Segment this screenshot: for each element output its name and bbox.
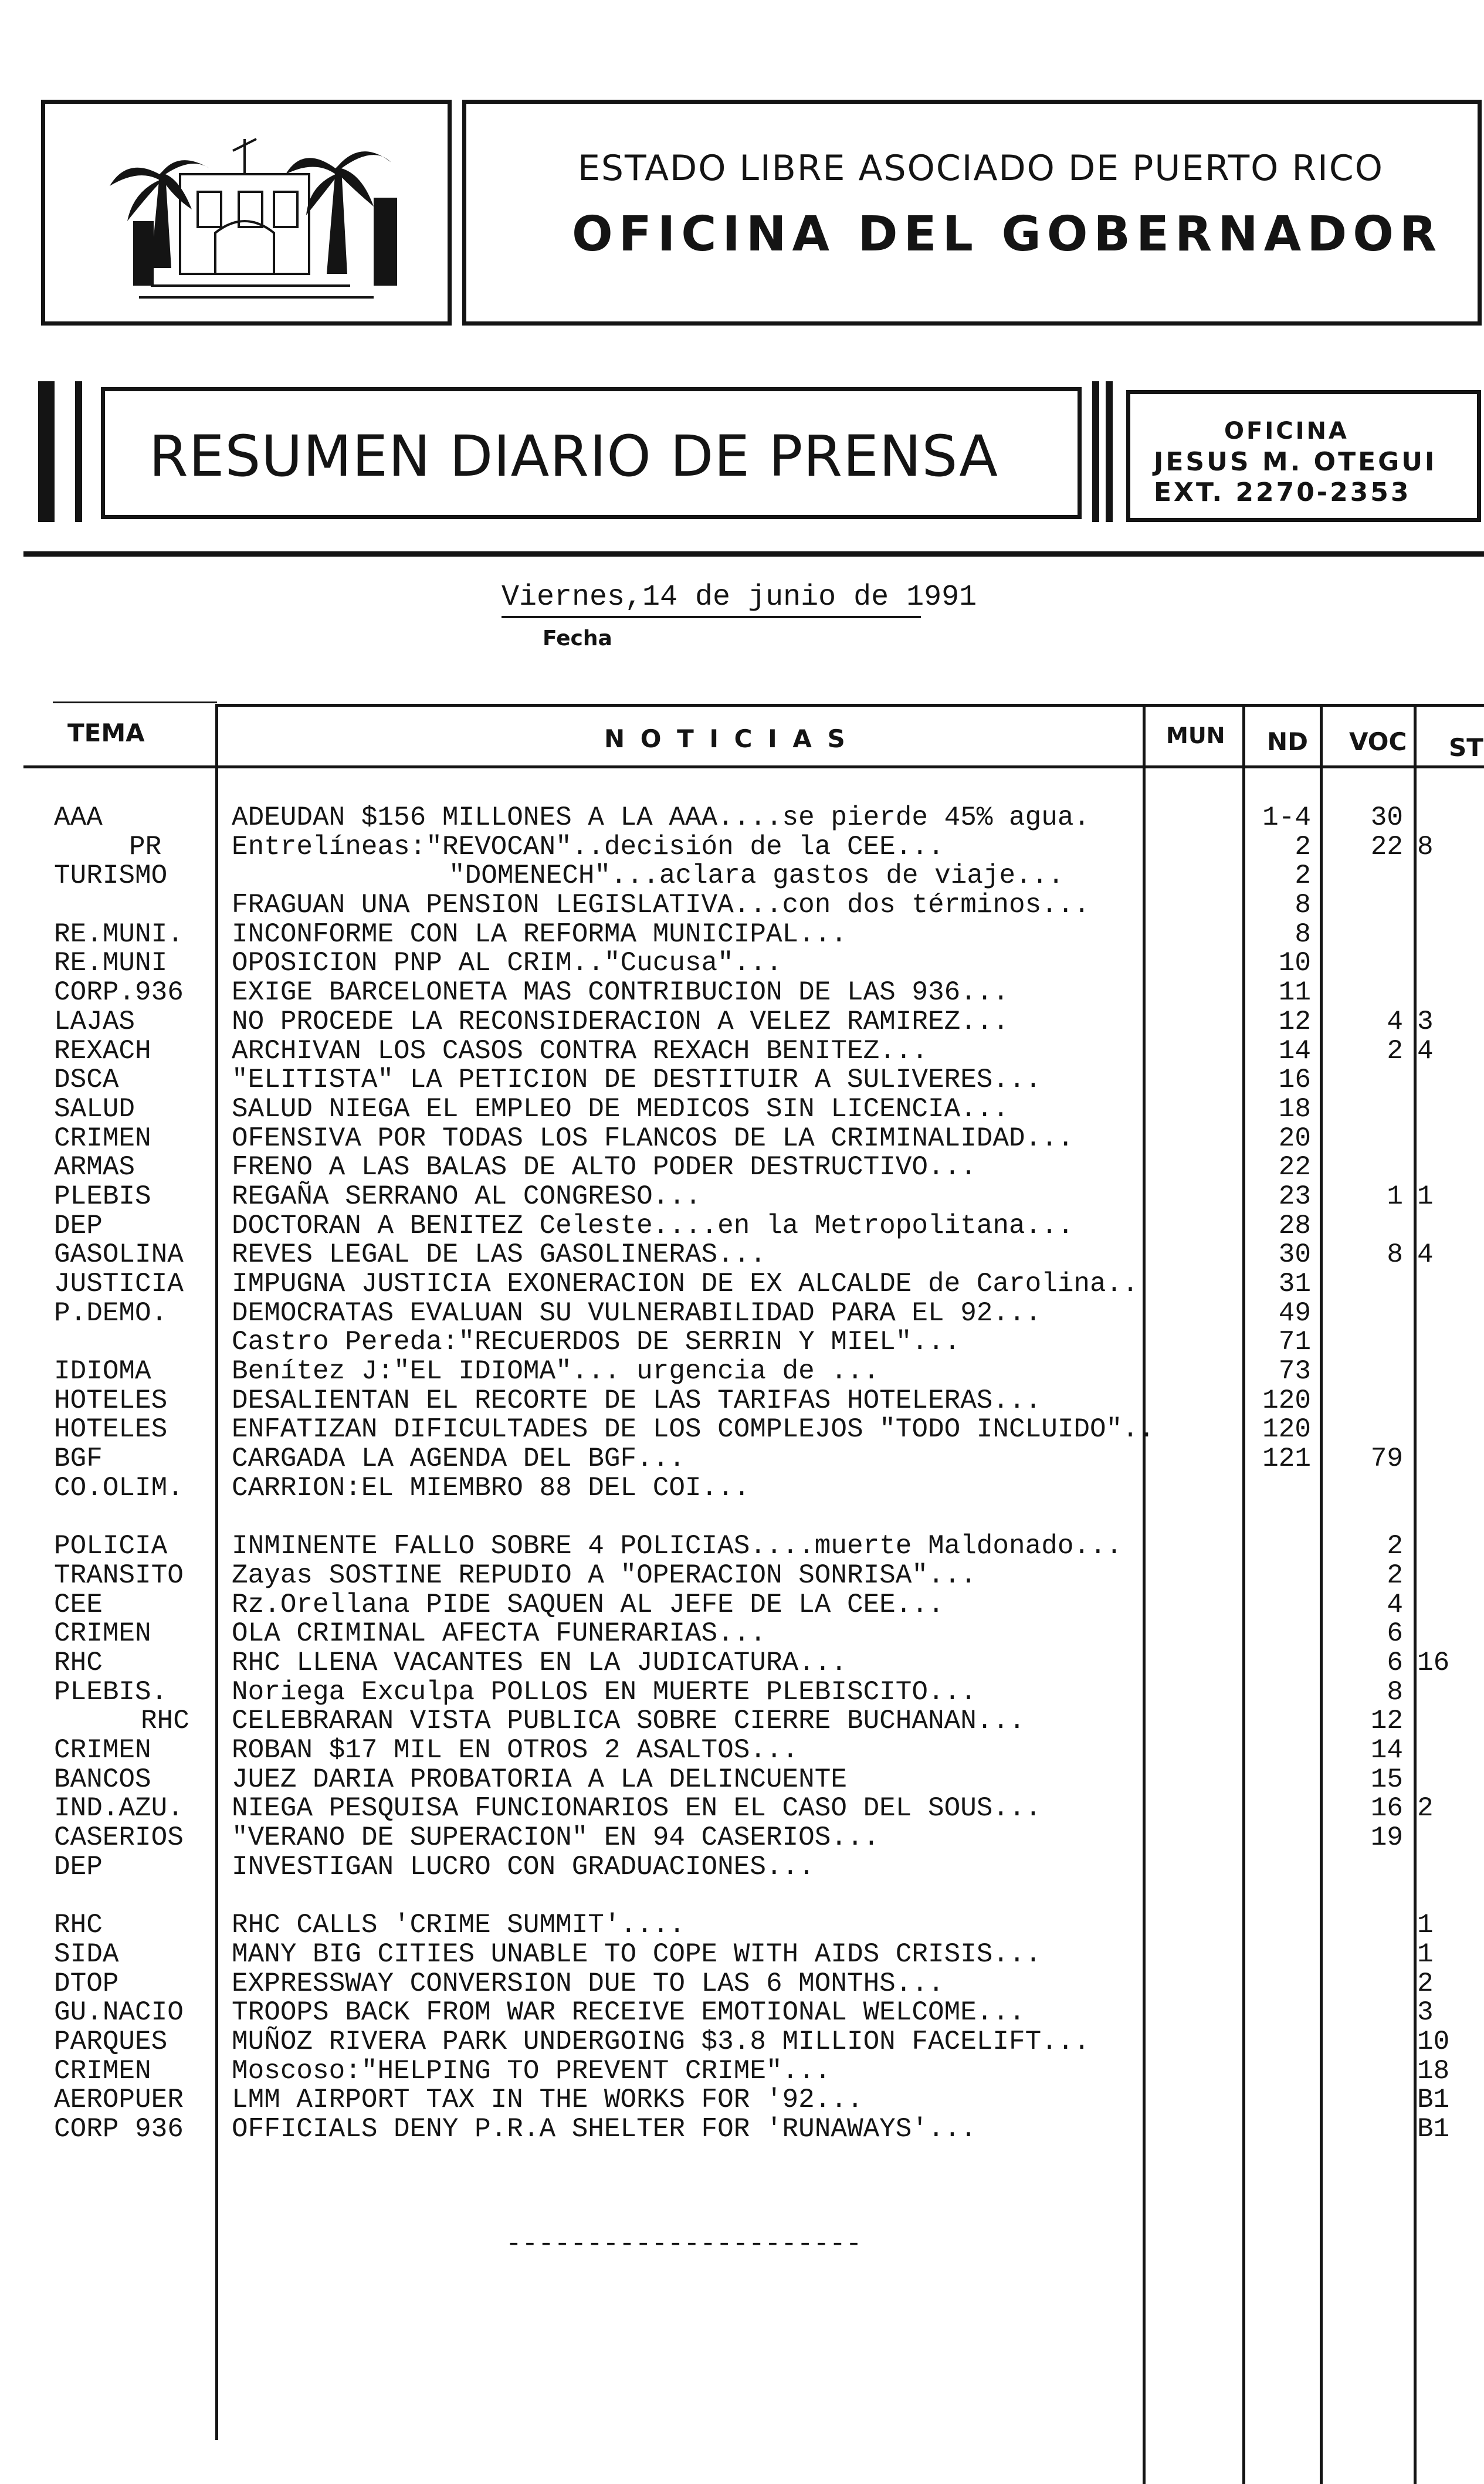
tema-cell: PARQUES <box>54 2026 168 2057</box>
nd-cell: 1-4 <box>1262 802 1311 833</box>
tema-cell: RE.MUNI. <box>54 919 184 950</box>
tema-cell: POLICIA <box>54 1531 168 1562</box>
table-row <box>0 1824 1484 1853</box>
table-row <box>0 891 1484 920</box>
tema-cell: P.DEMO. <box>54 1297 168 1329</box>
voc-cell: 2 <box>1387 1035 1403 1066</box>
tema-cell: CO.OLIM. <box>54 1472 184 1503</box>
tema-cell: DEP <box>54 1851 103 1882</box>
tema-cell: PR <box>129 831 162 862</box>
news-cell: Castro Pereda:"RECUERDOS DE SERRIN Y MIEL"... <box>232 1327 961 1358</box>
news-cell: Moscoso:"HELPING TO PREVENT CRIME"... <box>232 2055 831 2086</box>
table-row <box>0 2057 1484 2086</box>
tema-cell: AEROPUER <box>54 2085 184 2116</box>
nd-cell: 120 <box>1262 1385 1311 1416</box>
office-box <box>1126 390 1481 522</box>
nd-cell: 10 <box>1278 948 1311 979</box>
table-row <box>0 1328 1484 1357</box>
news-cell: ARCHIVAN LOS CASOS CONTRA REXACH BENITEZ... <box>232 1035 928 1066</box>
news-cell: CARGADA LA AGENDA DEL BGF... <box>232 1443 685 1475</box>
st-cell: 18 <box>1417 2055 1450 2086</box>
col-mun: MUN <box>1166 723 1225 748</box>
voc-cell: 19 <box>1370 1822 1403 1853</box>
header-line1: ESTADO LIBRE ASOCIADO DE PUERTO RICO <box>578 148 1384 189</box>
nd-cell: 8 <box>1295 890 1311 921</box>
col-nd: ND <box>1267 727 1309 756</box>
tema-cell: DSCA <box>54 1065 119 1096</box>
table-row <box>0 1008 1484 1037</box>
news-cell: INVESTIGAN LUCRO CON GRADUACIONES... <box>232 1851 815 1882</box>
news-cell: "VERANO DE SUPERACION" EN 94 CASERIOS... <box>232 1822 880 1853</box>
news-cell: NO PROCEDE LA RECONSIDERACION A VELEZ RAMIREZ... <box>232 1006 1009 1037</box>
tema-cell: CRIMEN <box>54 1735 151 1765</box>
st-cell: 4 <box>1417 1239 1434 1270</box>
left-double-bar <box>38 381 55 522</box>
tema-cell: RE.MUNI <box>54 948 168 979</box>
voc-cell: 16 <box>1370 1793 1403 1824</box>
news-cell: ENFATIZAN DIFICULTADES DE LOS COMPLEJOS "TODO INCLUIDO".. <box>232 1414 1155 1445</box>
table-row <box>0 2115 1484 2144</box>
right-double-bar <box>1092 381 1099 522</box>
table-row <box>0 804 1484 833</box>
table-row <box>0 1794 1484 1824</box>
news-cell: REGAÑA SERRANO AL CONGRESO... <box>232 1181 702 1212</box>
table-row <box>0 1474 1484 1503</box>
st-cell: 1 <box>1417 1939 1434 1970</box>
tema-cell: CEE <box>54 1589 103 1620</box>
voc-cell: 2 <box>1387 1560 1403 1591</box>
news-cell: OPOSICION PNP AL CRIM.."Cucusa"... <box>232 948 782 979</box>
news-cell: FRAGUAN UNA PENSION LEGISLATIVA...con dos términos... <box>232 890 1090 921</box>
voc-cell: 15 <box>1370 1764 1403 1795</box>
news-cell: OFFICIALS DENY P.R.A SHELTER FOR 'RUNAWAYS'... <box>232 2113 977 2144</box>
col-voc: VOC <box>1349 727 1407 756</box>
nd-cell: 18 <box>1278 1093 1311 1124</box>
table-row <box>0 1299 1484 1329</box>
nd-cell: 14 <box>1278 1035 1311 1066</box>
tema-cell: HOTELES <box>54 1385 168 1416</box>
tema-cell: CRIMEN <box>54 1123 151 1154</box>
table-row <box>0 1153 1484 1182</box>
st-cell: 8 <box>1417 831 1434 862</box>
nd-cell: 8 <box>1295 919 1311 950</box>
news-cell: INCONFORME CON LA REFORMA MUNICIPAL... <box>232 919 847 950</box>
nd-cell: 49 <box>1278 1297 1311 1329</box>
table-row <box>0 1387 1484 1416</box>
voc-cell: 79 <box>1370 1443 1403 1475</box>
news-cell: DEMOCRATAS EVALUAN SU VULNERABILIDAD PARA EL 92... <box>232 1297 1042 1329</box>
tema-cell: ARMAS <box>54 1152 135 1183</box>
voc-cell: 1 <box>1387 1181 1403 1212</box>
news-cell: Noriega Exculpa POLLOS EN MUERTE PLEBISCITO... <box>232 1676 977 1707</box>
tema-cell: HOTELES <box>54 1414 168 1445</box>
nd-cell: 16 <box>1278 1065 1311 1096</box>
voc-cell: 2 <box>1387 1531 1403 1562</box>
table-row <box>0 2028 1484 2057</box>
table-row <box>0 1707 1484 1736</box>
news-cell: OFENSIVA POR TODAS LOS FLANCOS DE LA CRIMINALIDAD... <box>232 1123 1074 1154</box>
tema-cell: AAA <box>54 802 103 833</box>
st-cell: B1 <box>1417 2113 1450 2144</box>
voc-cell: 14 <box>1370 1735 1403 1765</box>
tema-cell: RHC <box>54 1647 103 1678</box>
voc-cell: 30 <box>1370 802 1403 833</box>
table-row <box>0 1445 1484 1474</box>
right-double-bar-thick <box>1106 381 1113 522</box>
table-row <box>0 1241 1484 1270</box>
tema-cell: IND.AZU. <box>54 1793 184 1824</box>
tema-cell: DEP <box>54 1210 103 1241</box>
tema-cell: GASOLINA <box>54 1239 184 1270</box>
table-row <box>0 1970 1484 1999</box>
table-row <box>0 1182 1484 1212</box>
st-cell: 2 <box>1417 1968 1434 1999</box>
tema-cell: RHC <box>54 1910 103 1941</box>
table-row <box>0 1095 1484 1124</box>
title-box <box>462 100 1482 326</box>
tema-cell: TURISMO <box>54 860 168 892</box>
nd-cell: 22 <box>1278 1152 1311 1183</box>
news-cell: Zayas SOSTINE REPUDIO A "OPERACION SONRISA"... <box>232 1560 977 1591</box>
table-row <box>0 978 1484 1008</box>
table-top-rule <box>217 704 1484 707</box>
table-row <box>0 1037 1484 1066</box>
news-cell: SALUD NIEGA EL EMPLEO DE MEDICOS SIN LICENCIA... <box>232 1093 1009 1124</box>
tema-cell: PLEBIS. <box>54 1676 168 1707</box>
table-row <box>0 1212 1484 1241</box>
news-cell: Rz.Orellana PIDE SAQUEN AL JEFE DE LA CEE... <box>232 1589 944 1620</box>
publication-title: RESUMEN DIARIO DE PRENSA <box>149 423 998 489</box>
office-label: OFICINA <box>1224 418 1349 445</box>
tema-cell: SALUD <box>54 1093 135 1124</box>
news-cell: "DOMENECH"...aclara gastos de viaje... <box>449 860 1064 892</box>
st-cell: B1 <box>1417 2085 1450 2116</box>
news-cell: CELEBRARAN VISTA PUBLICA SOBRE CIERRE BUCHANAN... <box>232 1706 1025 1737</box>
voc-cell: 12 <box>1370 1706 1403 1737</box>
table-row <box>0 2086 1484 2115</box>
tema-cell: BANCOS <box>54 1764 151 1795</box>
voc-cell: 4 <box>1387 1006 1403 1037</box>
news-table <box>0 804 1484 2144</box>
nd-cell: 120 <box>1262 1414 1311 1445</box>
nd-cell: 20 <box>1278 1123 1311 1154</box>
news-cell: MUÑOZ RIVERA PARK UNDERGOING $3.8 MILLION FACELIFT... <box>232 2026 1090 2057</box>
tema-cell: JUSTICIA <box>54 1269 184 1299</box>
date-label: Fecha <box>543 626 612 650</box>
table-row <box>0 1649 1484 1678</box>
tema-cell: TRANSITO <box>54 1560 184 1591</box>
nd-cell: 2 <box>1295 860 1311 892</box>
st-cell: 3 <box>1417 1997 1434 2028</box>
table-row <box>0 1853 1484 1882</box>
nd-cell: 30 <box>1278 1239 1311 1270</box>
st-cell: 2 <box>1417 1793 1434 1824</box>
nd-cell: 2 <box>1295 831 1311 862</box>
news-cell: TROOPS BACK FROM WAR RECEIVE EMOTIONAL WELCOME... <box>232 1997 1025 2028</box>
nd-cell: 12 <box>1278 1006 1311 1037</box>
table-row <box>0 1561 1484 1591</box>
news-cell: Entrelíneas:"REVOCAN"..decisión de la CEE... <box>232 831 944 862</box>
st-cell: 1 <box>1417 1181 1434 1212</box>
tema-cell: CASERIOS <box>54 1822 184 1853</box>
nd-cell: 28 <box>1278 1210 1311 1241</box>
news-cell: RHC CALLS 'CRIME SUMMIT'.... <box>232 1910 685 1941</box>
news-cell: INMINENTE FALLO SOBRE 4 POLICIAS....muerte Maldonado... <box>232 1531 1123 1562</box>
nd-cell: 73 <box>1278 1356 1311 1387</box>
table-row <box>0 1357 1484 1387</box>
table-row <box>0 1619 1484 1649</box>
table-row <box>0 1736 1484 1765</box>
voc-cell: 6 <box>1387 1647 1403 1678</box>
left-double-bar-thin <box>75 381 82 522</box>
tema-cell: DTOP <box>54 1968 119 1999</box>
tema-cell: LAJAS <box>54 1006 135 1037</box>
date-underline <box>502 616 921 618</box>
nd-cell: 71 <box>1278 1327 1311 1358</box>
footer-separator: ---------------------- <box>506 2229 862 2259</box>
table-row <box>0 920 1484 950</box>
news-cell: Benítez J:"EL IDIOMA"... urgencia de ... <box>232 1356 880 1387</box>
tema-cell: REXACH <box>54 1035 151 1066</box>
table-header-rule <box>23 765 1484 768</box>
st-cell: 16 <box>1417 1647 1450 1678</box>
voc-cell: 8 <box>1387 1239 1403 1270</box>
table-row-spacer <box>0 1503 1484 1533</box>
nd-cell: 121 <box>1262 1443 1311 1475</box>
header-line2: OFICINA DEL GOBERNADOR <box>572 206 1443 262</box>
tema-cell: CORP.936 <box>54 977 184 1008</box>
tema-cell: CRIMEN <box>54 2055 151 2086</box>
nd-cell: 11 <box>1278 977 1311 1008</box>
tema-cell: CRIMEN <box>54 1618 151 1649</box>
news-cell: DOCTORAN A BENITEZ Celeste....en la Metropolitana... <box>232 1210 1074 1241</box>
nd-cell: 23 <box>1278 1181 1311 1212</box>
fortaleza-seal-image <box>45 104 448 321</box>
header-rule <box>23 551 1484 557</box>
nd-cell: 31 <box>1278 1269 1311 1299</box>
st-cell: 10 <box>1417 2026 1450 2057</box>
col-st: ST <box>1449 733 1483 762</box>
table-row <box>0 1765 1484 1795</box>
table-row-spacer <box>0 1882 1484 1911</box>
tema-cell: CORP 936 <box>54 2113 184 2144</box>
news-cell: IMPUGNA JUSTICIA EXONERACION DE EX ALCALDE de Carolina.. <box>232 1269 1139 1299</box>
voc-cell: 22 <box>1370 831 1403 862</box>
col-tema: TEMA <box>67 719 145 747</box>
tema-cell: IDIOMA <box>54 1356 151 1387</box>
table-row <box>0 1940 1484 1970</box>
st-cell: 4 <box>1417 1035 1434 1066</box>
news-cell: MANY BIG CITIES UNABLE TO COPE WITH AIDS CRISIS... <box>232 1939 1042 1970</box>
news-cell: FRENO A LAS BALAS DE ALTO PODER DESTRUCTIVO... <box>232 1152 977 1183</box>
table-row <box>0 1066 1484 1095</box>
news-cell: JUEZ DARIA PROBATORIA A LA DELINCUENTE <box>232 1764 847 1795</box>
news-cell: RHC LLENA VACANTES EN LA JUDICATURA... <box>232 1647 847 1678</box>
voc-cell: 6 <box>1387 1618 1403 1649</box>
table-row <box>0 1270 1484 1299</box>
table-row <box>0 1532 1484 1561</box>
table-row <box>0 1678 1484 1707</box>
voc-cell: 8 <box>1387 1676 1403 1707</box>
office-name: JESUS M. OTEGUI <box>1154 447 1437 477</box>
news-cell: REVES LEGAL DE LAS GASOLINERAS... <box>232 1239 766 1270</box>
table-row <box>0 1591 1484 1620</box>
news-cell: NIEGA PESQUISA FUNCIONARIOS EN EL CASO DEL SOUS... <box>232 1793 1042 1824</box>
seal-box <box>41 100 452 326</box>
office-ext: EXT. 2270-2353 <box>1154 477 1411 507</box>
st-cell: 3 <box>1417 1006 1434 1037</box>
table-row <box>0 862 1484 891</box>
st-cell: 1 <box>1417 1910 1434 1941</box>
table-row <box>0 1415 1484 1445</box>
table-row <box>0 949 1484 978</box>
news-cell: LMM AIRPORT TAX IN THE WORKS FOR '92... <box>232 2085 863 2116</box>
table-row <box>0 833 1484 862</box>
tema-cell: GU.NACIO <box>54 1997 184 2028</box>
news-cell: OLA CRIMINAL AFECTA FUNERARIAS... <box>232 1618 766 1649</box>
news-cell: CARRION:EL MIEMBRO 88 DEL COI... <box>232 1472 750 1503</box>
table-row <box>0 1124 1484 1154</box>
table-row <box>0 1998 1484 2028</box>
table-tema-top-rule <box>53 702 217 703</box>
tema-cell: PLEBIS <box>54 1181 151 1212</box>
news-cell: EXIGE BARCELONETA MAS CONTRIBUCION DE LAS 936... <box>232 977 1009 1008</box>
voc-cell: 4 <box>1387 1589 1403 1620</box>
tema-cell: RHC <box>141 1706 189 1737</box>
table-row <box>0 1911 1484 1940</box>
publication-box <box>101 387 1082 519</box>
news-cell: EXPRESSWAY CONVERSION DUE TO LAS 6 MONTHS... <box>232 1968 944 1999</box>
tema-cell: BGF <box>54 1443 103 1475</box>
tema-cell: SIDA <box>54 1939 119 1970</box>
date-value: Viernes,14 de junio de 1991 <box>502 581 977 614</box>
news-cell: DESALIENTAN EL RECORTE DE LAS TARIFAS HOTELERAS... <box>232 1385 1042 1416</box>
news-cell: "ELITISTA" LA PETICION DE DESTITUIR A SULIVERES... <box>232 1065 1042 1096</box>
news-cell: ADEUDAN $156 MILLONES A LA AAA....se pierde 45% agua. <box>232 802 1090 833</box>
col-noticias: N O T I C I A S <box>604 724 849 753</box>
news-cell: ROBAN $17 MIL EN OTROS 2 ASALTOS... <box>232 1735 799 1765</box>
